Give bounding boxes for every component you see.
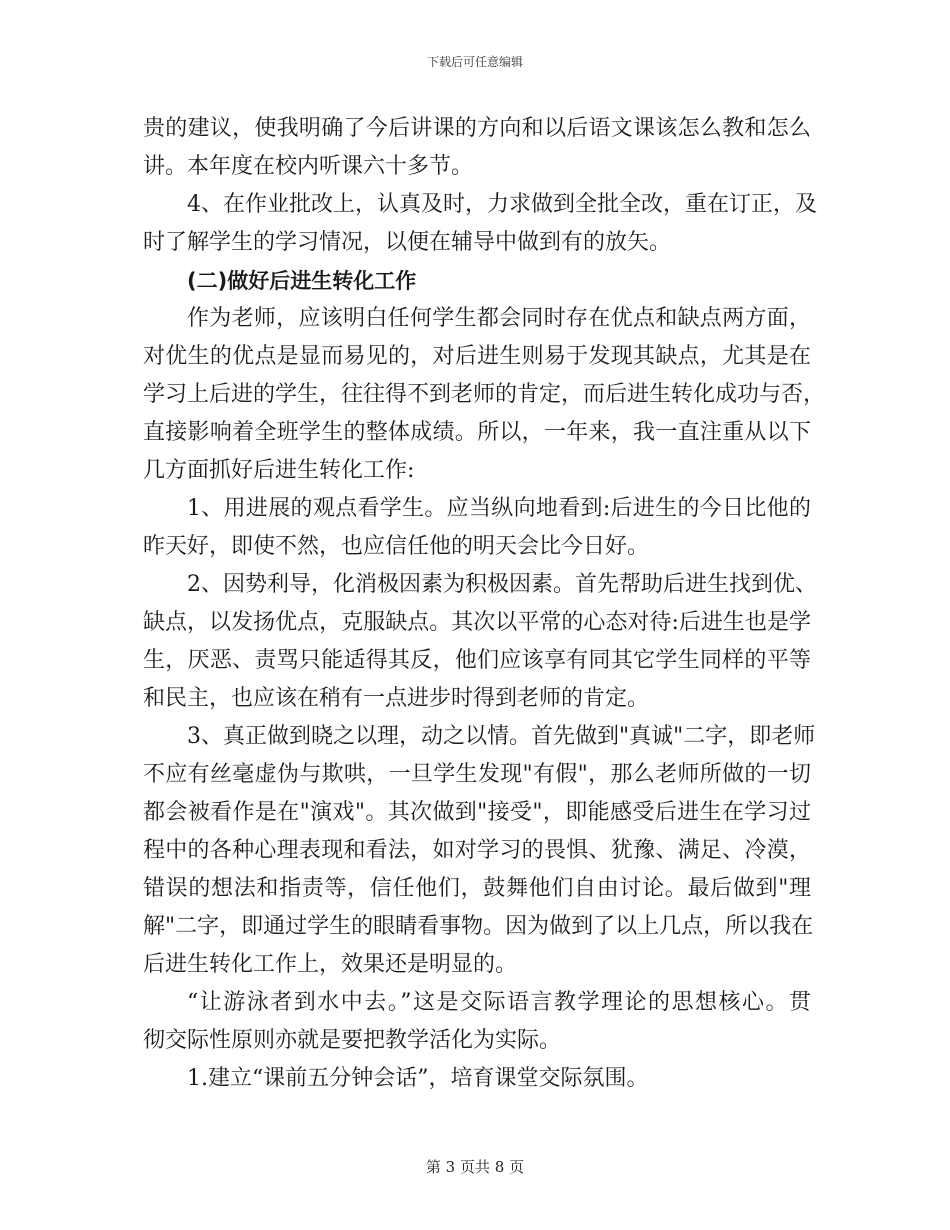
paragraph-line: 都会被看作是在"演戏"。其次做到"接受"，即能感受后进生在学习过: [143, 800, 811, 825]
paragraph-line: 1.建立“课前五分钟会话”，培育课堂交际氛围。: [187, 1066, 649, 1091]
paragraph-line: 解"二字，即通过学生的眼睛看事物。因为做到了以上几点，所以我在: [143, 914, 814, 939]
paragraph-line: 程中的各种心理表现和看法，如对学习的畏惧、犹豫、满足、冷漠，: [143, 838, 811, 863]
paragraph-line: 学习上后进的学生，往往得不到老师的肯定，而后进生转化成功与否，: [143, 382, 826, 407]
paragraph-line: 讲。本年度在校内听课六十多节。: [143, 154, 474, 179]
paragraph-line: 1、用进展的观点看学生。应当纵向地看到:后进生的今日比他的: [187, 496, 811, 521]
page-header: 下载后可任意编辑: [426, 55, 523, 69]
paragraph-line: 昨天好，即使不然，也应信任他的明天会比今日好。: [143, 534, 650, 559]
document-body: [143, 110, 826, 1098]
page-number-footer: 第 3 页共 8 页: [425, 1158, 525, 1176]
paragraph-line: 2、因势利导，化消极因素为积极因素。首先帮助后进生找到优、: [187, 572, 817, 597]
paragraph-line: 3、真正做到晓之以理，动之以情。首先做到"真诚"二字，即老师: [187, 724, 816, 749]
paragraph-line: 时了解学生的学习情况，以便在辅导中做到有的放矢。: [143, 230, 672, 255]
paragraph-line: 后进生转化工作上，效果还是明显的。: [143, 952, 518, 977]
paragraph-line: 错误的想法和指责等，信任他们，鼓舞他们自由讨论。最后做到"理: [143, 876, 811, 901]
paragraph-line: 不应有丝毫虚伪与欺哄，一旦学生发现"有假"，那么老师所做的一切: [143, 762, 811, 787]
paragraph-line: 和民主，也应该在稍有一点进步时得到老师的肯定。: [143, 686, 650, 711]
paragraph-line: 几方面抓好后进生转化工作:: [143, 458, 415, 483]
section-heading: (二)做好后进生转化工作: [187, 269, 417, 293]
paragraph-line: “让游泳者到水中去。”这是交际语言教学理论的思想核心。贯: [187, 990, 811, 1015]
paragraph-line: 对优生的优点是显而易见的，对后进生则易于发现其缺点，尤其是在: [143, 344, 811, 369]
paragraph-line: 4、在作业批改上，认真及时，力求做到全批全改，重在订正，及: [187, 192, 817, 217]
paragraph-line: 作为老师，应该明白任何学生都会同时存在优点和缺点两方面，: [187, 306, 811, 331]
paragraph-line: 贵的建议，使我明确了今后讲课的方向和以后语文课该怎么教和怎么: [143, 116, 811, 141]
paragraph-line: 彻交际性原则亦就是要把教学活化为实际。: [143, 1028, 562, 1053]
paragraph-line: 生，厌恶、责骂只能适得其反，他们应该享有同其它学生同样的平等: [143, 648, 811, 673]
paragraph-line: 缺点，以发扬优点，克服缺点。其次以平常的心态对待:后进生也是学: [143, 610, 811, 635]
paragraph-line: 直接影响着全班学生的整体成绩。所以，一年来，我一直注重从以下: [143, 420, 811, 445]
